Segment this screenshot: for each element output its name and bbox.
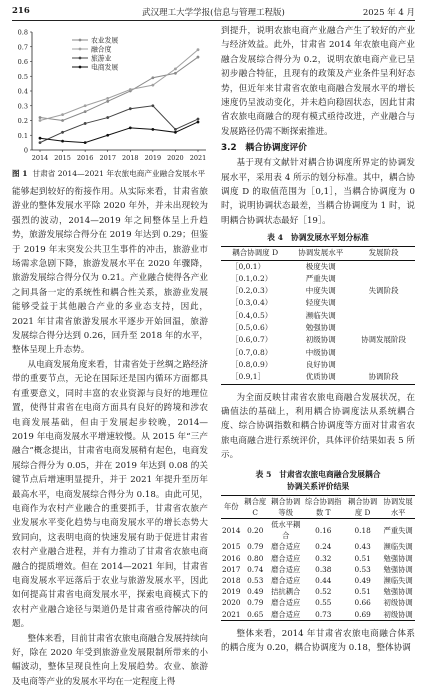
- table-cell: 0.49: [247, 587, 264, 597]
- table-row: [221, 609, 415, 621]
- table-row: [221, 586, 415, 597]
- table-cell: 勉强协调: [383, 587, 413, 597]
- table-cell: 2014: [222, 525, 241, 535]
- column-header: 发展阶段: [368, 248, 399, 258]
- table-row: [221, 260, 415, 273]
- table-cell: 低水平耦合: [271, 519, 301, 541]
- table-cell: 初级协调: [383, 598, 413, 608]
- table-row: [221, 273, 415, 285]
- table-cell: 初级协调: [305, 335, 336, 345]
- figure-1-chart: [8, 26, 213, 168]
- table-cell: [352, 297, 415, 309]
- legend-marker: [79, 39, 82, 42]
- paragraph: 基于现有文献针对耦合协调度所界定的协调发展水平，采用表 4 所示的划分标准。其中，耦合协调度 D 的取值范围为［0,1］，当耦合协调度为 0 时，说明协调状态最差，当耦合协调度为 1 时，说明耦合协调状态最好［19］。: [221, 158, 415, 226]
- x-tick-label: 2020: [167, 154, 184, 162]
- column-header: 耦合度 C: [244, 496, 267, 517]
- table-4: [221, 246, 415, 384]
- table-4-caption: 表 4 协调发展水平划分标准: [267, 233, 369, 243]
- y-tick-label: 0.5: [17, 72, 28, 81]
- table-header-row: [221, 495, 415, 518]
- paragraph: 整体来看，目前甘肃省农旅电商融合发展持续向好，除在 2020 年受到旅游业发展限制所带来的小幅波动，整体呈现良性向上发展趋势。农业、旅游及电商等产业的发展水平均在一定程度上得: [12, 633, 208, 687]
- table-cell: [352, 273, 415, 285]
- data-point: [129, 88, 132, 91]
- page-number: 216: [12, 6, 30, 16]
- table-row: [221, 347, 415, 359]
- table-cell: ［0.7,0.8）: [231, 347, 273, 357]
- table-cell: 0.16: [315, 525, 332, 535]
- table-cell: 2016: [222, 553, 241, 563]
- table-cell: 磨合适应: [271, 564, 301, 574]
- series-line: [40, 57, 198, 120]
- header-rule: [12, 20, 415, 21]
- table-cell: 磨合适应: [271, 576, 301, 585]
- table-cell: 0.18: [354, 525, 371, 535]
- table-cell: 磨合适应: [271, 609, 301, 619]
- table-cell: 磨合适应: [271, 553, 301, 563]
- data-point: [197, 118, 200, 121]
- table-cell: ［0.9,1］: [231, 372, 266, 382]
- legend-label: 融合度: [91, 45, 112, 54]
- x-tick-label: 2019: [144, 154, 162, 162]
- y-tick-label: 0.7: [17, 43, 28, 52]
- table-cell: ［0.3,0.4）: [231, 298, 273, 308]
- table-cell: 0.51: [354, 587, 371, 597]
- table-row: [221, 285, 415, 297]
- y-tick-label: 0: [23, 146, 28, 155]
- table-cell: 0.80: [247, 553, 264, 563]
- table-cell: [352, 347, 415, 359]
- table-cell: 0.44: [315, 576, 332, 585]
- table-cell: 0.53: [247, 576, 264, 585]
- table-cell: 0.55: [315, 598, 332, 608]
- paragraph: 为全面反映甘肃省农旅电商融合发展状况，在确值法的基础上，利用耦合协调度法从系统耦合度、综合协调指数和耦合协调度等方面对甘肃省农旅电商融合进行系统评价，具体评价结果如表 5 所示。: [221, 392, 415, 461]
- data-point: [174, 67, 177, 70]
- table-cell: 中级协调: [305, 347, 336, 357]
- table-cell: 0.69: [354, 609, 371, 619]
- legend-label: 农业发展: [91, 36, 119, 45]
- legend-label: 旅游业: [91, 54, 112, 63]
- table-row: [221, 334, 415, 346]
- x-tick-label: 2014: [31, 154, 49, 162]
- table-row: [221, 310, 415, 322]
- data-point: [151, 128, 154, 131]
- journal-title: 武汉理工大学学报(信息与管理工程版): [142, 8, 285, 18]
- y-tick-label: 0.2: [17, 117, 28, 125]
- table-cell: ［0.4,0.5）: [231, 310, 273, 320]
- column-header: 耦合协调度 D: [348, 496, 378, 517]
- data-point: [61, 140, 64, 143]
- data-point: [129, 107, 132, 110]
- y-tick-label: 0.1: [17, 131, 28, 140]
- table-cell: ［0.1,0.2）: [231, 273, 273, 283]
- y-tick-label: 0.6: [17, 58, 28, 66]
- figure-caption-text: 甘肃省 2014—2021 年农旅电商产业融合发展水平: [32, 169, 206, 178]
- column-header: 年份: [223, 502, 239, 512]
- x-tick-label: 2015: [54, 154, 71, 162]
- table-cell: ［0.2,0.3）: [231, 286, 273, 296]
- figure-caption: [12, 168, 212, 179]
- table-cell: [352, 322, 415, 334]
- table-cell: 2018: [222, 576, 241, 585]
- table-cell: 0.51: [354, 553, 371, 563]
- table-cell: 严重失调: [305, 273, 336, 283]
- data-point: [39, 119, 42, 122]
- paragraph: 整体来看，2014 年甘肃省农旅电商融合体系的耦合度为 0.20，耦合协调度为 0.18，整体协调: [221, 628, 415, 654]
- table-cell: 0.52: [315, 587, 332, 597]
- data-point: [61, 119, 64, 122]
- table-cell: 初级协调: [383, 609, 413, 619]
- table-cell: 2019: [222, 587, 241, 597]
- paragraph: 到提升，说明农旅电商产业融合产生了较好的产业与经济效益。此外，甘肃省 2014 年农旅电商产业融合发展综合得分为 0.2，说明农旅电商产业已呈初步融合特征，且现有的政策及产业条件呈利好态势，但近年来甘肃省农旅电商融合发展水平的增长速度仍呈波动变化，并未趋向稳固状态，因此甘肃省农旅电商融合的现有模式亟待改进，产业融合与发展路径仍需不断探索推进。: [221, 26, 415, 137]
- table-cell: 0.20: [247, 525, 264, 535]
- paragraph: 从电商发展角度来看，甘肃省处于丝绸之路经济带的重要节点，无论在国际还是国内循环方面都具有重要意义，同时丰富的农业资源与良好的地理位置，使得甘肃省在电商方面具有良好的跨境和涉农电商发展基础，但由于发展起步较晚，2014—2019 年电商发展水平增速较慢。从 2015 年“三产融合”概念提出，甘肃省电商发展稍有起色，电商发展综合得分为 0.05，并在 2019 年达到 0.08 的关键节点后增速明显提升，并于 2021 年提升至历年最高水平，电商发展综合得分为 0.18。由此可见，电商作为农村产业融合的重要抓手，甘肃省农旅产业发展水平变化趋势与电商发展水平的增长态势大致同向，这表明电商的快速发展有助于促进甘肃省农村产业融合进程，并有力推动了甘肃省农旅电商融合的提质增效。但在 2014—2021 年间，甘肃省电商发展水平远落后于农业与旅游发展水平，因此如何提高甘肃省电商发展水平，探索电商模式下的农村产业融合途径与渠道仍是甘肃省亟待解决的问题。: [12, 359, 208, 630]
- y-tick-label: 0.4: [17, 87, 28, 96]
- data-point: [39, 116, 42, 119]
- data-point: [151, 76, 154, 79]
- table-cell: 0.38: [315, 564, 332, 574]
- series-line: [40, 106, 198, 143]
- data-point: [61, 131, 64, 134]
- data-point: [174, 131, 177, 134]
- left-column: [12, 185, 208, 689]
- table-row: [221, 575, 415, 586]
- issue-date: 2025 年 4 月: [362, 8, 415, 18]
- x-tick-label: 2018: [122, 154, 139, 162]
- series-line: [40, 50, 198, 121]
- table-cell: 磨合适应: [271, 598, 301, 608]
- table-cell: 轻度失调: [305, 298, 336, 308]
- table-row: [221, 518, 415, 541]
- table-cell: 极度失调: [305, 261, 336, 271]
- running-header: [12, 6, 415, 20]
- data-point: [84, 104, 87, 107]
- data-point: [197, 56, 200, 59]
- y-tick-label: 0.3: [17, 102, 28, 111]
- table-cell: 0.53: [354, 564, 371, 574]
- table-row: [221, 297, 415, 309]
- table-cell: 0.73: [315, 609, 332, 619]
- table-cell: 勉强协调: [383, 564, 413, 574]
- table-cell: 勉强协调: [305, 323, 336, 333]
- data-point: [39, 141, 42, 144]
- figure-label: 图 1: [12, 169, 28, 178]
- legend-marker: [79, 48, 82, 51]
- paragraph: 能够起到较好的衔接作用。从实际来看，甘肃省旅游业的整体发展水平除 2020 年外，并未出现较为强烈的波动，2014—2019 年之间整体呈上升趋势，旅游发展综合得分在 2019 年达到 0.29；但鉴于 2019 年末突发公共卫生事件的冲击，旅游业市场需求急剧下降，旅游发展水平在 2020 年骤降，旅游发展综合得分仅为 0.21。产业融合使得各产业之间具备一定的系统性和耦合性关系，旅游业发展能够受益于其他融合产业的多业态支持，因此，2021 年甘肃省旅游发展水平逐步开始回温，旅游发展综合得分达到 0.26，回升至 2018 年的水平，整体呈现上升态势。: [12, 187, 208, 356]
- table-cell: 2017: [222, 564, 241, 574]
- table-cell: ［0,0.1）: [231, 261, 266, 271]
- data-point: [106, 97, 109, 100]
- table-cell: 失调阶段: [368, 286, 399, 296]
- table-cell: [352, 260, 415, 273]
- table-cell: 0.79: [247, 598, 264, 608]
- data-point: [197, 48, 200, 51]
- legend-label: 电商发展: [91, 63, 119, 72]
- table-cell: 优质协调: [305, 372, 336, 382]
- table-row: [221, 597, 415, 608]
- data-point: [106, 100, 109, 103]
- x-tick-label: 2021: [189, 154, 207, 162]
- table-cell: 磨合适应: [271, 542, 301, 552]
- column-header: 协调发展水平: [298, 248, 344, 258]
- table-header-row: [221, 247, 415, 260]
- table-cell: 中度失调: [305, 286, 336, 296]
- data-point: [61, 113, 64, 116]
- table-cell: 2021: [222, 609, 241, 619]
- data-point: [106, 134, 109, 137]
- table-cell: 2020: [222, 598, 241, 608]
- table-cell: [352, 310, 415, 322]
- data-point: [39, 137, 42, 140]
- table-cell: 协调发展阶段: [361, 335, 407, 345]
- data-point: [129, 126, 132, 129]
- section-heading: 3.2 耦合协调度评价: [221, 143, 307, 154]
- table-cell: ［0.6,0.7）: [231, 335, 273, 345]
- table-cell: 0.74: [247, 564, 264, 574]
- table-cell: 濒临失调: [305, 310, 336, 320]
- data-point: [106, 116, 109, 119]
- data-point: [197, 121, 200, 124]
- y-tick-label: 0.8: [17, 28, 28, 37]
- legend-marker: [79, 57, 82, 60]
- data-point: [174, 128, 177, 131]
- table-row: [221, 359, 415, 371]
- legend-marker: [79, 66, 82, 69]
- data-point: [84, 110, 87, 113]
- table-cell: [352, 359, 415, 371]
- column-header: 协调发展水平: [383, 496, 413, 517]
- column-header: 耦合协调等级: [271, 496, 301, 517]
- table-row: [221, 541, 415, 552]
- table-cell: 拮抗耦合: [271, 587, 301, 597]
- data-point: [84, 141, 87, 144]
- table-cell: 濒临失调: [383, 576, 413, 585]
- table-cell: 严重失调: [383, 525, 413, 535]
- x-tick-label: 2016: [76, 154, 94, 162]
- table-cell: 良好协调: [305, 359, 336, 369]
- table-cell: ［0.8,0.9）: [231, 359, 273, 369]
- data-point: [151, 104, 154, 107]
- table-5-caption-line-2: 协调关系评价结果: [286, 481, 350, 491]
- data-point: [151, 84, 154, 87]
- table-cell: ［0.5,0.6）: [231, 323, 273, 333]
- x-tick-label: 2017: [99, 154, 116, 162]
- table-row: [221, 564, 415, 575]
- data-point: [84, 122, 87, 125]
- table-cell: 0.66: [354, 598, 371, 608]
- table-cell: 0.79: [247, 542, 264, 552]
- table-cell: 0.43: [354, 542, 371, 552]
- table-row: [221, 322, 415, 334]
- table-row: [221, 371, 415, 384]
- table-5-caption-line-1: 表 5 甘肃省农旅电商融合发展耦合: [255, 469, 381, 479]
- column-header: 耦合协调度 D: [232, 248, 279, 258]
- table-cell: 2015: [222, 542, 241, 552]
- table-cell: 勉强协调: [383, 553, 413, 563]
- table-cell: 0.32: [315, 553, 332, 563]
- table-cell: 濒临失调: [383, 542, 413, 552]
- right-column: [221, 24, 415, 656]
- table-cell: 0.24: [315, 542, 332, 552]
- table-cell: 0.49: [354, 576, 371, 585]
- table-5: [221, 495, 415, 621]
- table-cell: 0.65: [247, 609, 264, 619]
- data-point: [174, 72, 177, 75]
- table-cell: 协调阶段: [368, 372, 399, 382]
- table-row: [221, 553, 415, 564]
- column-header: 综合协调指数 T: [305, 496, 342, 517]
